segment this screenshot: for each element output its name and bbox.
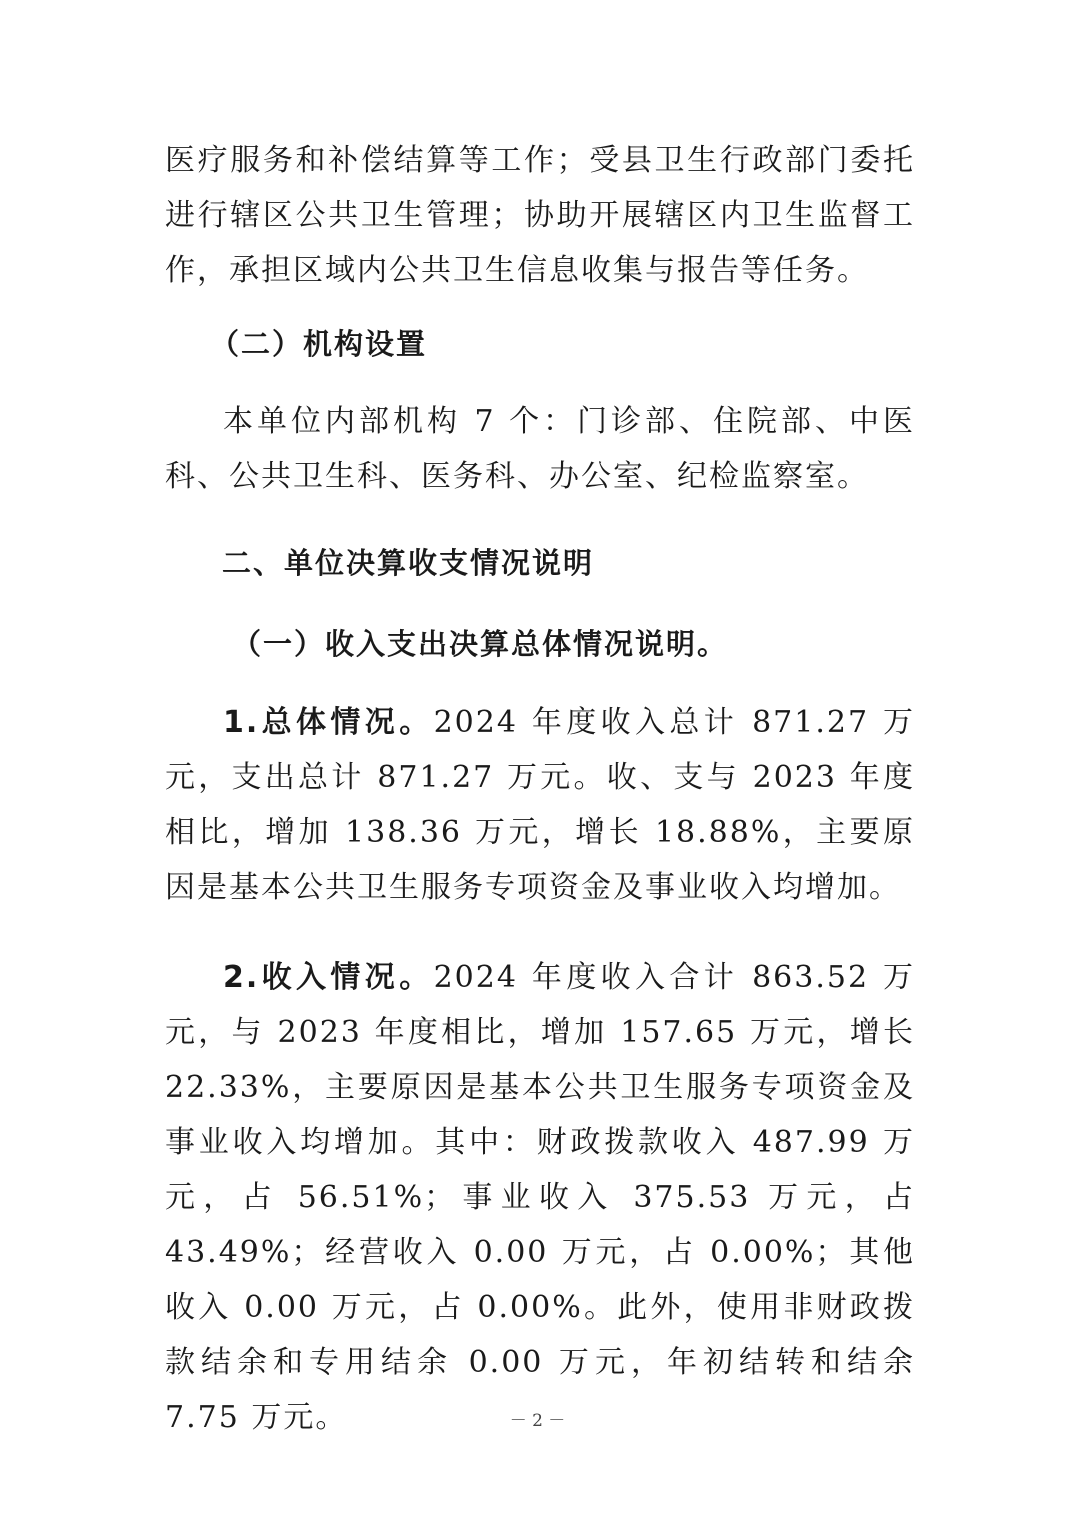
paragraph-overall-body: 2024 年度收入总计 871.27 万元，支出总计 871.27 万元。收、支与 2023 年度相比，增加 138.36 万元，增长 18.88%，主要原因是基本公共卫生服务专项资金及事业收入均增加。	[165, 705, 915, 905]
heading-organization: （二）机构设置	[210, 327, 428, 361]
paragraph-overall-lead: 1.总体情况。	[223, 705, 434, 740]
heading-overall-summary: （一）收入支出决算总体情况说明。	[232, 627, 729, 661]
paragraph-organization: 本单位内部机构 7 个：门诊部、住院部、中医科、公共卫生科、医务科、办公室、纪检监察室。	[165, 404, 915, 494]
paragraph-overall	[165, 695, 915, 915]
paragraph-income	[165, 950, 915, 1445]
heading-section-2: 二、单位决算收支情况说明	[222, 546, 595, 580]
paragraph-duties: 医疗服务和补偿结算等工作；受县卫生行政部门委托进行辖区公共卫生管理；协助开展辖区内卫生监督工作，承担区域内公共卫生信息收集与报告等任务。	[165, 143, 915, 288]
page-number: － 2 －	[509, 1411, 566, 1431]
paragraph-income-lead: 2.收入情况。	[223, 960, 434, 995]
paragraph-income-body: 2024 年度收入合计 863.52 万元，与 2023 年度相比，增加 157.65 万元，增长 22.33%，主要原因是基本公共卫生服务专项资金及事业收入均增加。其中：财政拨款收入 487.99 万元，占 56.51%；事业收入 375.53 万元，占 43.49%；经营收入 0.00 万元，占 0.00%；其他收入 0.00 万元，占 0.00%。此外，使用非财政拨款结余和专用结余 0.00 万元，年初结转和结余 7.75 万元。	[165, 960, 915, 1435]
